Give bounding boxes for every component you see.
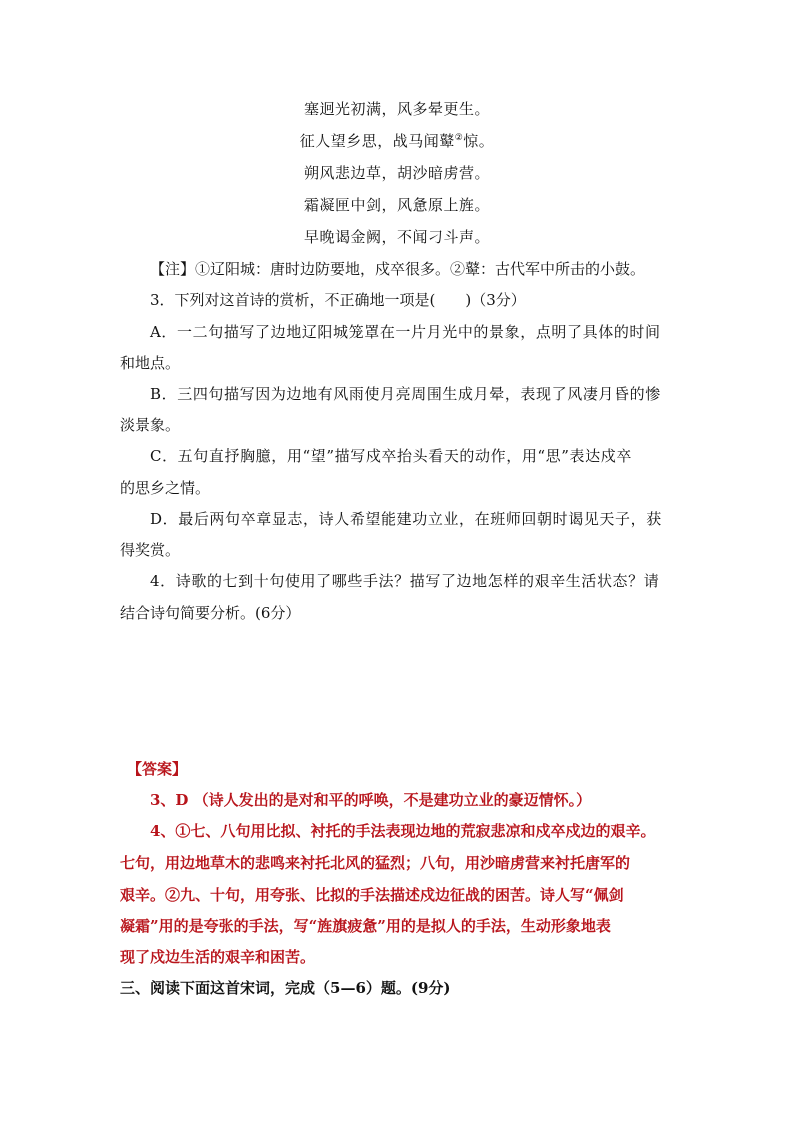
answer-4-line-2: 七句，用边地草木的悲鸣来衬托北风的猛烈；八句，用沙暗虏营来衬托唐军的 [120, 854, 631, 872]
option-c-line-1: C．五句直抒胸臆，用“望”描写戍卒抬头看天的动作，用“思”表达戍卒 [150, 447, 632, 465]
poem-line-4: 霜凝匣中剑，风惫原上旌。 [303, 196, 490, 214]
option-b-line-1: B．三四句描写因为边地有风雨使月亮周围生成月晕，表现了风凄月昏的惨 [150, 385, 661, 403]
option-a-line-2: 和地点。 [120, 354, 181, 372]
poem-line-3: 朔风悲边草，胡沙暗虏营。 [303, 164, 490, 182]
answer-4-line-5: 现了戍边生活的艰辛和困苦。 [120, 948, 316, 966]
poem-line-5: 早晚谒金阙，不闻刁斗声。 [303, 228, 490, 246]
question-4-line-2: 结合诗句简要分析。(6分） [120, 604, 301, 622]
answer-4-line-1: 4、①七、八句用比拟、衬托的手法表现边地的荒寂悲凉和戍卒戍边的艰辛。 [150, 822, 656, 840]
option-c-line-2: 的思乡之情。 [120, 479, 211, 497]
option-b-line-2: 淡景象。 [120, 416, 181, 434]
question-4-line-1: 4．诗歌的七到十句使用了哪些手法？描写了边地怎样的艰辛生活状态？请 [150, 572, 660, 590]
option-d-line-2: 得奖赏。 [120, 541, 181, 559]
answer-4-line-3: 艰辛。②九、十句，用夸张、比拟的手法描述戍边征战的困苦。诗人写“佩剑 [120, 886, 624, 904]
poem-line-2-end: 惊。 [463, 132, 495, 150]
question-3-stem: 3．下列对这首诗的赏析，不正确地一项是( )（3分） [150, 291, 526, 309]
footnote-mark: ② [454, 133, 464, 143]
option-d-line-1: D．最后两句卒章显志，诗人希望能建功立业，在班师回朝时谒见天子，获 [150, 510, 662, 528]
answer-3: 3、D （诗人发出的是对和平的呼唤，不是建功立业的豪迈情怀。） [150, 791, 592, 809]
option-a-line-1: A．一二句描写了边地辽阳城笼罩在一片月光中的景象，点明了具体的时间 [150, 323, 661, 341]
answer-header: 【答案】 [127, 760, 188, 778]
poem-line-2 [0, 131, 794, 151]
poem-line-2-text: 征人望乡思，战马闻鼙 [299, 132, 455, 150]
section-3-heading: 三、阅读下面这首宋词，完成（5—6）题。(9分) [120, 979, 451, 997]
poem-note: 【注】①辽阳城：唐时边防要地，戍卒很多。②鼙：古代军中所击的小鼓。 [150, 260, 646, 278]
answer-4-line-4: 凝霜”用的是夸张的手法，写“旌旗疲惫”用的是拟人的手法，生动形象地表 [120, 917, 611, 935]
poem-line-1: 塞迥光初满，风多晕更生。 [303, 100, 490, 118]
